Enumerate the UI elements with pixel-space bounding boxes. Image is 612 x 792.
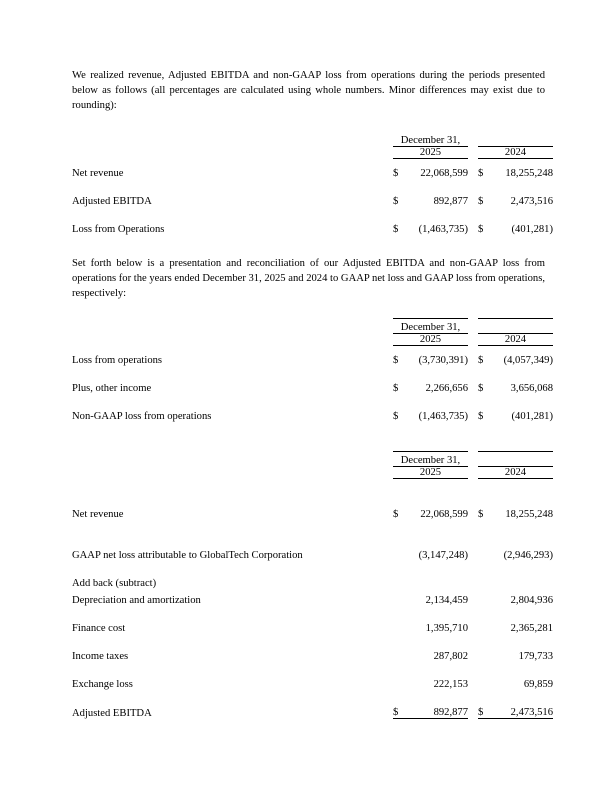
column-gap: [468, 503, 478, 520]
column-gap: [468, 645, 478, 662]
table-2-top-rule-right: [478, 319, 553, 323]
spacer-row: [72, 690, 553, 701]
table-row: [72, 190, 553, 207]
row-value-2025: 2,266,656: [425, 383, 468, 395]
table-1-container: [72, 132, 553, 235]
row-value-2025: (3,147,248): [418, 550, 468, 562]
table-2-year-2025: 2025: [393, 334, 468, 346]
row-value-2024: 2,473,516: [510, 707, 553, 719]
row-label: Adjusted EBITDA: [72, 195, 152, 207]
row-value-2024: 2,473,516: [510, 195, 553, 207]
row-currency-2024: [478, 572, 491, 589]
empty-cell: [72, 334, 393, 346]
table-row: [72, 218, 553, 235]
table-1-header-span-row: [72, 135, 553, 147]
empty-cell: [468, 334, 478, 346]
row-currency-2024: [478, 544, 491, 561]
row-label: Loss from operations: [72, 355, 163, 367]
row-value-2025: 892,877: [433, 707, 468, 719]
adjusted-ebitda-reconciliation-table: [72, 451, 553, 722]
row-currency-2025: $: [393, 509, 399, 521]
total-underline-row: [72, 719, 553, 723]
empty-cell: [72, 467, 393, 479]
row-value-2024: (401,281): [511, 223, 553, 235]
total-rule-left: [393, 719, 468, 723]
column-gap: [468, 349, 478, 366]
intro-paragraph-1: We realized revenue, Adjusted EBITDA and non-GAAP loss from operations during the periods presented below as follows (all percentages are calculated using whole numbers. Minor differences may exist due to rounding):: [72, 70, 545, 112]
row-currency-2025: [393, 673, 406, 690]
row-currency-2024: $: [478, 167, 484, 179]
column-gap: [468, 617, 478, 634]
table-row: [72, 617, 553, 634]
row-value-2025: (1,463,735): [418, 223, 468, 235]
row-currency-2024: $: [478, 383, 484, 395]
financial-summary-table: [72, 132, 553, 235]
row-value-2024: (2,946,293): [503, 550, 553, 562]
row-currency-2024: [478, 645, 491, 662]
row-label: Net revenue: [72, 167, 124, 179]
row-currency-2025: $: [393, 195, 399, 207]
row-value-2025: (3,730,391): [418, 355, 468, 367]
empty-cell: [468, 322, 478, 334]
spacer-row: [72, 366, 553, 377]
row-label: Income taxes: [72, 651, 129, 663]
table-3-top-rule-right: [478, 452, 553, 456]
row-value-2025: 222,153: [433, 679, 468, 691]
row-currency-2025: $: [393, 355, 399, 367]
row-currency-2024: [478, 617, 491, 634]
spacer-row: [72, 520, 553, 544]
row-currency-2025: $: [393, 411, 399, 423]
row-label-group-heading: Add back (subtract): [72, 578, 157, 590]
table-row: [72, 544, 553, 561]
column-gap: [468, 544, 478, 561]
row-currency-2024: $: [478, 355, 484, 367]
row-value-2025: 287,802: [433, 651, 468, 663]
empty-cell: [72, 146, 393, 158]
table-3-period-header: December 31,: [393, 455, 468, 467]
row-currency-2024: $: [478, 707, 484, 719]
table-3-container: [72, 451, 553, 722]
spacer-row: [72, 479, 553, 504]
row-value-2024: 18,255,248: [505, 167, 553, 179]
row-value-2024: 3,656,068: [510, 383, 553, 395]
row-value-2025: 22,068,599: [420, 509, 468, 521]
table-row: [72, 503, 553, 520]
table-1-year-2025: 2025: [393, 146, 468, 158]
table-3-year-2024: 2024: [478, 467, 553, 479]
table-row-total: [72, 701, 553, 719]
table-row: [72, 349, 553, 366]
row-currency-2024: $: [478, 223, 484, 235]
row-value-2024: [491, 572, 553, 589]
row-value-2025: 22,068,599: [420, 167, 468, 179]
column-gap: [468, 162, 478, 179]
table-2-header-year-row: [72, 334, 553, 346]
row-currency-2025: [393, 544, 406, 561]
table-3-year-2025: 2025: [393, 467, 468, 479]
row-currency-2025: $: [393, 223, 399, 235]
table-2-header-span-row: [72, 322, 553, 334]
row-label: Plus, other income: [72, 383, 152, 395]
table-2-container: [72, 318, 553, 423]
row-value-2025: 1,395,710: [425, 623, 468, 635]
spacer-row: [72, 561, 553, 572]
empty-cell: [468, 135, 478, 147]
row-label: Depreciation and amortization: [72, 595, 201, 607]
column-gap: [468, 572, 478, 589]
table-row: [72, 377, 553, 394]
table-row: [72, 405, 553, 422]
table-1-year-2024: 2024: [478, 146, 553, 158]
spacer-row: [72, 634, 553, 645]
row-label: Loss from Operations: [72, 223, 165, 235]
row-currency-2024: [478, 589, 491, 606]
row-currency-2024: $: [478, 509, 484, 521]
row-value-2025: (1,463,735): [418, 411, 468, 423]
row-currency-2025: $: [393, 383, 399, 395]
reconciliation-table: [72, 318, 553, 422]
row-currency-2025: [393, 589, 406, 606]
spacer-row: [72, 179, 553, 190]
row-value-2024: (4,057,349): [503, 355, 553, 367]
column-gap: [468, 405, 478, 422]
table-3-header-span-row: [72, 455, 553, 467]
empty-cell: [468, 467, 478, 479]
empty-cell: [72, 135, 393, 147]
row-value-2024: (401,281): [511, 411, 553, 423]
row-currency-2025: [393, 617, 406, 634]
row-currency-2024: [478, 673, 491, 690]
row-label: Adjusted EBITDA: [72, 707, 152, 719]
table-row: [72, 589, 553, 606]
column-gap: [468, 589, 478, 606]
table-2-period-header: December 31,: [393, 322, 468, 334]
empty-cell: [468, 146, 478, 158]
row-value-2024: 2,365,281: [510, 623, 553, 635]
spacer-row: [72, 606, 553, 617]
spacer-row: [72, 207, 553, 218]
row-currency-2025: $: [393, 167, 399, 179]
row-value-2025: 892,877: [433, 195, 468, 207]
empty-cell: [72, 322, 393, 334]
row-currency-2025: [393, 645, 406, 662]
column-gap: [468, 190, 478, 207]
row-currency-2025: [393, 572, 406, 589]
row-value-2024: 179,733: [518, 651, 553, 663]
table-1-header-year-row: [72, 146, 553, 158]
total-rule-right: [478, 719, 553, 723]
table-row: [72, 572, 553, 589]
row-label: Non-GAAP loss from operations: [72, 411, 212, 423]
row-value-2025: [406, 572, 468, 589]
table-1-period-header: December 31,: [393, 135, 468, 147]
row-value-2024: 69,859: [523, 679, 553, 691]
document-page: [72, 68, 553, 722]
table-3-header-year-row: [72, 467, 553, 479]
column-gap: [468, 673, 478, 690]
table-row: [72, 645, 553, 662]
column-gap: [468, 218, 478, 235]
row-value-2024: 18,255,248: [505, 509, 553, 521]
empty-cell: [468, 455, 478, 467]
row-label: Net revenue: [72, 509, 124, 521]
table-row: [72, 673, 553, 690]
table-2-year-2024: 2024: [478, 334, 553, 346]
row-currency-2024: $: [478, 195, 484, 207]
row-value-2025: 2,134,459: [425, 595, 468, 607]
intro-paragraph-2: Set forth below is a presentation and reconciliation of our Adjusted EBITDA and non-GAAP loss from operations for the years ended December 31, 2025 and 2024 to GAAP net loss and GAAP loss from operations, respectively:: [72, 257, 545, 300]
column-gap: [468, 377, 478, 394]
spacer-row: [72, 394, 553, 405]
row-label: GAAP net loss attributable to GlobalTech Corporation: [72, 550, 303, 562]
column-gap: [468, 701, 478, 719]
row-currency-2025: $: [393, 707, 399, 719]
table-row: [72, 162, 553, 179]
empty-cell: [72, 455, 393, 467]
row-label: Exchange loss: [72, 679, 133, 691]
row-value-2024: 2,804,936: [510, 595, 553, 607]
row-label: Finance cost: [72, 623, 126, 635]
spacer-row: [72, 662, 553, 673]
row-currency-2024: $: [478, 411, 484, 423]
